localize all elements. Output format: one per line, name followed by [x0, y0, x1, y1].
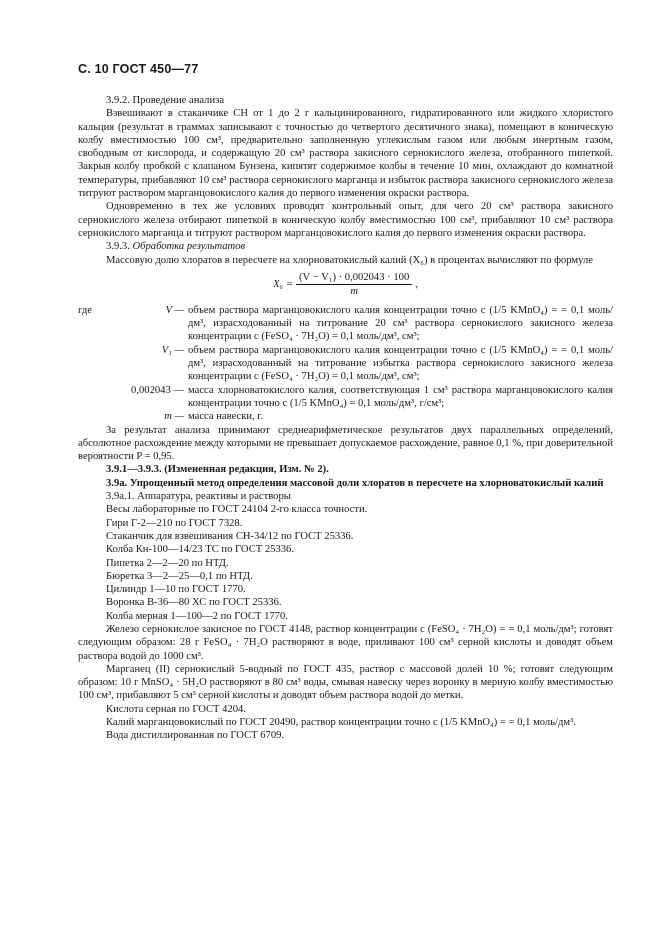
variable-definitions [78, 304, 613, 424]
distilled-water-reagent: Вода дистиллированная по ГОСТ 6709. [106, 730, 285, 742]
equipment-item: Весы лабораторные по ГОСТ 24104 2-го класса точности. [106, 504, 368, 516]
potassium-permanganate-reagent: Калий марганцовокислый по ГОСТ 20490, раствор концентрации точно c (1/5 KMnO₄) = = 0,1 моль/дм³. [106, 717, 576, 729]
formula-fraction [296, 271, 412, 299]
equipment-item: Гири Г-2—210 по ГОСТ 7328. [106, 517, 243, 529]
formula-numerator: (V − V₁) · 0,002043 · 100 [296, 271, 412, 285]
formula-intro: Массовую долю хлоратов в пересчете на хлорноватокислый калий (X₆) в процентах вычисляют по формуле [106, 254, 593, 266]
amendment-note: 3.9.1—3.9.3. (Измененная редакция, Изм. № 2). [106, 464, 329, 476]
formula [78, 270, 613, 300]
equipment-item: Стаканчик для взвешивания СН-34/12 по ГОСТ 25336. [106, 530, 354, 542]
section-number: 3.9.3. [106, 241, 130, 253]
equipment-item: Пипетка 2—2—20 по НТД. [106, 557, 229, 569]
definition-symbol: где V — [78, 304, 184, 316]
manganese-sulfate-reagent: Марганец (II) сернокислый 5-водный по ГОСТ 435, раствор с массовой долей 10 %; готовят следующим образом: 10 г MnSO₄ · 5H₂O растворяют в 80 см³ воды, смывая навеску через воронку в мерную колбу вместимостью 100 см³, прибавляют 5 см³ серной кислоты и доводят объем раствора водой до метки. [78, 663, 613, 702]
sulfuric-acid-reagent: Кислота серная по ГОСТ 4204. [106, 703, 246, 715]
document-body [78, 94, 613, 743]
control-experiment-paragraph: Одновременно в тех же условиях проводят контрольный опыт, для чего 20 см³ раствора закисного сернокислого железа отбирают пипеткой в коническую колбу вместимостью 100 см³, прибавляют 10 см³ раствора сернокислого марганца и титруют раствором марганцовокислого калия до первого изменения окраски раствора. [78, 201, 613, 239]
equipment-item: Воронка В-36—80 ХС по ГОСТ 25336. [106, 597, 282, 609]
subsection-3-9a-1-heading: 3.9а.1. Аппаратура, реактивы и растворы [106, 491, 291, 503]
definition-symbol: V₁ — [161, 344, 184, 356]
definition-symbol: 0,002043 — [131, 384, 184, 396]
definition-text: масса хлорноватокислого калия, соответствующая 1 см³ раствора марганцовокислого калия концентрации точно c (1/5 KMnO₄) = 0,1 моль/дм³, г/см³; [188, 384, 613, 409]
definition-text: объем раствора марганцовокислого калия концентрации точно c (1/5 KMnO₄) = = 0,1 моль/дм³, израсходованный на титрование избытка раствора сернокислого закисного железа концентрации c (FeSO₄ · 7H₂O) = 0,1 моль/дм³, см³; [188, 344, 613, 383]
equipment-item: Колба мерная 1—100—2 по ГОСТ 1770. [106, 610, 288, 622]
formula-denominator: m [350, 286, 358, 298]
formula-tail: , [415, 279, 418, 291]
iron-sulfate-reagent: Железо сернокислое закисное по ГОСТ 4148, раствор концентрации c (FeSO₄ · 7H₂O) = = 0,1 моль/дм³; готовят следующим образом: 28 г FeSO₄ · 7H₂O растворяют в воде, приливают 100 см³ серной кислоты и доводят объем раствора водой до 1000 см³. [78, 623, 613, 662]
formula-lhs: X₆ = [273, 279, 294, 291]
section-title: Обработка результатов [132, 241, 246, 253]
definition-text: масса навески, г. [188, 411, 264, 423]
equipment-item: Бюретка 3—2—25—0,1 по НТД. [106, 570, 253, 582]
equipment-item: Цилиндр 1—10 по ГОСТ 1770. [106, 584, 246, 596]
equipment-item: Колба Кн-100—14/23 ТС по ГОСТ 25336. [106, 544, 295, 556]
definition-text: объем раствора марганцовокислого калия концентрации точно c (1/5 KMnO₄) = = 0,1 моль/дм³, израсходованный на титрование 20 см³ раствора сернокислого закисного железа концентрации c (FeSO₄ · 7H₂O) = 0,1 моль/дм³, см³; [188, 304, 613, 343]
section-3-9-2-heading: 3.9.2. Проведение анализа [106, 95, 225, 106]
definition-symbol: m — [164, 411, 184, 423]
section-3-9-3-heading [78, 240, 613, 253]
page-header: С. 10 ГОСТ 450—77 [78, 62, 199, 76]
result-paragraph: За результат анализа принимают среднеарифметическое результатов двух параллельных определений, абсолютное расхождение между которыми не превышает допускаемое расхождение, равное 0,1 %, при доверительной вероятности P = 0,95. [78, 424, 613, 463]
procedure-paragraph: Взвешивают в стаканчике СН от 1 до 2 г кальцинированного, гидратированного или жидкого хлористого кальция (результат в граммах записывают с точностью до четвертого десятичного знака), помещают в коническую колбу вместимостью 100 см³, предварительно заполненную углекислым газом или любым инертным газом, свободным от кислорода, и содержащую 20 см³ раствора закисного сернокислого железа, отобранного пипеткой. Закрыв колбу пробкой с клапаном Бунзена, кипятят содержимое колбы в течение 10 мин, охлаждают до комнатной температуры, прибавляют 10 см³ раствора сернокислого марганца и избыток раствора закисного сернокислого железа титруют раствором марганцовокислого калия до первого изменения окраски раствора. [78, 108, 613, 200]
section-3-9a-heading: 3.9а. Упрощенный метод определения массовой доли хлоратов в пересчете на хлорноватокислый калий [106, 477, 604, 489]
